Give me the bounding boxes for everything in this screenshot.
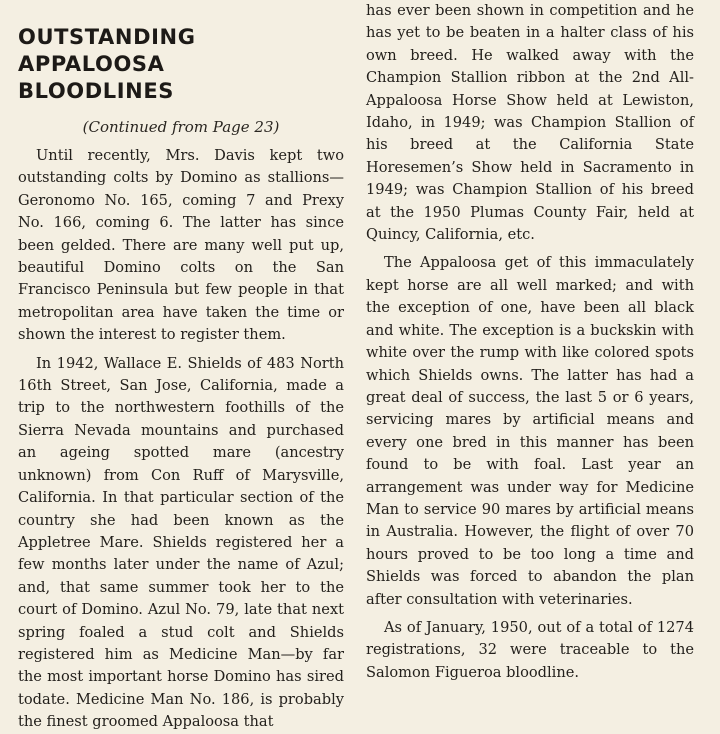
continued-note: (Continued from Page 23) [82,118,280,136]
heading-line-3: BLOODLINES [18,79,175,103]
right-paragraph-1: has ever been shown in competition and he has yet to be beaten in a halter class of his own breed. He walked away with the Champion Stallion ribbon at the 2nd All-Appaloosa Horse Show held at Lewiston, Idaho, in 1949; was Champion Stallion of his breed at the California State Horesemen’s Show held in Sacramento in 1949; was Champion Stallion of his breed at the 1950 Plumas County Fair, held at Quincy, California, etc. [366,2,694,244]
article-heading [18,24,344,105]
heading-line-2: APPALOOSA [18,52,165,76]
left-paragraph-2: In 1942, Wallace E. Shields of 483 North 16th Street, San Jose, California, made a trip to the northwestern foothills of the Sierra Nevada mountains and purchased an ageing spotted mare (ancestry unknown) from Con Ruff of Marysville, California. In that particular section of the country she had been known as the Appletree Mare. Shields registered her a few months later under the name of Azul; and, that same summer took her to the court of Domino. Azul No. 79, late that next spring foaled a stud colt and Shields registered him as Medicine Man—by far the most important horse Domino has sired todate. Medicine Man No. 186, is probably the finest groomed Appaloosa that [18,354,344,731]
left-paragraph-1: Until recently, Mrs. Davis kept two outstanding colts by Domino as stallions—Geronomo No. 165, coming 7 and Prexy No. 166, coming 6. The latter has since been gelded. There are many well put up, beautiful Domino colts on the San Francisco Peninsula but few people in that metropolitan area have taken the time or shown the interest to register them. [18,147,344,344]
right-column [366,0,694,684]
right-paragraph-3: As of January, 1950, out of a total of 1274 registrations, 32 were traceable to the Salomon Figueroa bloodline. [366,618,694,681]
left-column [18,0,344,734]
right-paragraph-2: The Appaloosa get of this immaculately kept horse are all well marked; and with the exception of one, have been all black and white. The exception is a buckskin with white over the rump with like colored spots which Shields owns. The latter has had a great deal of success, the last 5 or 6 years, servicing mares by artificial means and every one bred in this manner has been found to be with foal. Last year an arrangement was under way for Medicine Man to service 90 mares by artificial means in Australia. However, the flight of over 70 hours proved to be too long a time and Shields was forced to abandon the plan after consultation with veterinaries. [366,254,694,608]
heading-line-1: OUTSTANDING [18,25,196,49]
